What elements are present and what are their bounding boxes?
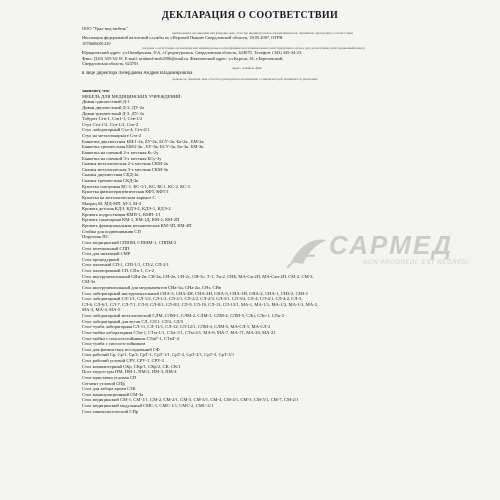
list-item: Диван трехместный Д-3, ДУ-3а — [82, 110, 144, 116]
list-item: Стол-мойка лабораторная СТм-1, СТм-1/1, СТм-1/1, СТм-2/1, МА-6, МА-7, МА-71, МА-20, МА-21 — [82, 329, 276, 335]
list-item: СЛ-6, СЛ-6/1, СЛ-7, СЛ-7/1, СЛ-8, СЛ-8/1, СЛ-8/2, СЛ-9, СЛ-10, СЛ-13, СЛ-13/1, МА-1, МА-1/1, МА-1/2, МА-1/3, МА-2, — [82, 301, 319, 307]
list-item: Скамья трехместная СКД-3к — [82, 178, 139, 183]
list-item: Стол палаторенный СП, СПп-1, Ст-2 — [82, 268, 155, 273]
organization-caption: наименование организации или фамилия, имя, отчество индивидуального предпринимателя, принявших декларацию о соответствии — [172, 31, 353, 36]
list-item: Матрац М, МД-МП, М-3, М-4 — [82, 200, 141, 206]
declares-line: заявляет, что — [82, 88, 110, 93]
list-item: Стол рабочий Ср, Ср/1, Ср/2, СрТ-1, СрТ-1/1, СрТ-2, СрТ-2/1, СрТ-3, СрТ-3/1 — [82, 352, 235, 358]
document-header — [82, 26, 482, 81]
list-item: Стул лабораторный Стл-4, Стл-4/1 — [82, 127, 150, 133]
list-item: Стол-тумба с гипсоотстойником — [82, 341, 146, 347]
list-item: Диван двухместный Д-2, ДУ-2а — [82, 104, 145, 110]
list-item: Стол манипуляционный СМ-3а — [82, 391, 144, 397]
organization-name: ООО "Урал мед-мебель" — [82, 26, 128, 31]
list-item: Стол медицинский модульный СМС-1, СМС-1/1, СМС-2, СМС-2/1 — [82, 403, 214, 408]
list-item: Банкетка двухместная БМ/1-2к, БУ-2к, БСУ-2к, Бп-2к , БМ-2к — [82, 138, 204, 144]
registration-caption: сведения о регистрации организации или индивидуального предпринимателя (наименование регистрирующего органа, дата регистрации, регистрационный номер) — [142, 46, 365, 51]
list-item: Стол лабораторный для весов СЛ, СЛ/1, СЛ/2, СЛ/3 — [82, 318, 184, 324]
list-item: Стол для инъекций СМР — [82, 251, 131, 257]
list-item: Сегмент угловой СПр — [82, 380, 125, 386]
list-item: Кровать функциональная механическая КМ-3П, КМ-4П — [82, 223, 192, 228]
list-item: Банкетка на опенкой 3-х местная БСу-3у — [82, 155, 162, 161]
director-caption: должность, фамилия, имя, отчество руководителя организации, от имени которой принимается декларация — [172, 76, 318, 81]
list-item: Диван одноместный Д-1 — [82, 99, 130, 105]
address-caption: адрес, телефон, факс — [232, 66, 263, 71]
list-item: Кушетка физиотерапевтическая КФТ, КФТ/1 — [82, 189, 169, 195]
list-item: Стойка для подвешивания СП — [82, 228, 141, 234]
list-item: Кровать детская КДЭ, КДЭ-2, КДЭ-1, КДЭ-2 — [82, 206, 171, 212]
list-item: Кровать санитарная КМ-1, КМ-1Д, КМ-2, КМ-2П — [82, 217, 180, 223]
watermark-brand: САРМЕД — [329, 230, 454, 260]
list-item: СМ-3а — [82, 279, 96, 285]
list-item: Пост медсестры ПМ, ПМ-1, ПМ-2, ПМ-3, ПМ-4 — [82, 369, 177, 375]
items-container — [82, 99, 492, 414]
registration-line-1: Инспекция федеральной налоговой службы по г.Верхней Пышме Свердловской области, 18.05.2007, ОГРН — [82, 35, 283, 41]
list-item: Стол медицинский СПШМ, СПШМ-1, СППМ-2 — [82, 239, 177, 245]
list-item: Кушетка на металлическом каркасе С — [82, 194, 156, 200]
list-item: Скамья металлическая 2-х местная СКМ-2к — [82, 161, 169, 167]
list-item: Банкетка трехместная БМ/2-3к , БУ-3к, БСУ-3к, Бп-3к, БМ-3к — [82, 144, 204, 150]
list-item: Стол лабораторный инструментальный СНА-3, СНА-4Н, СНА-4Н, СНА-3, СНА-1Н, СНА-2, СНА-1, СНЗ-2, СНЗ-1 — [82, 290, 309, 296]
document-title: ДЕКЛАРАЦИЯ О СООТВЕТСТВИИ — [161, 10, 339, 21]
list-item: Скамья двухместная СКД-2к — [82, 172, 139, 178]
list-item: Стол гинекологический СПр — [82, 408, 139, 414]
list-item: Стол процедурный — [82, 256, 120, 262]
list-item: Стол инструментальный для медикаментов СНа-1н, СНа-2н, СНз, СНв — [82, 284, 221, 290]
list-item: Поручень ПС — [82, 234, 109, 240]
list-item: Стол-тумба лабораторная СЛ-11, СЛ-11/1, СЛ-12, СЛ-12/1, СЛМ-4, СЛМ-5, МА-СЛ-1, МА-СЛ-2 — [82, 324, 271, 330]
list-item: Стол-приставка угловая СП — [82, 374, 137, 380]
list-item: Стул на металлокаркасе Стл-2 — [82, 133, 142, 138]
list-item: Стол для забора крови СЗК — [82, 386, 136, 392]
list-item: Стол компьютерный СКр, СКр/1, СКр/2, СК, СК/1 — [82, 363, 181, 369]
list-item: Стол пеленальный СПП — [82, 245, 130, 251]
category-heading: МЕБЕЛЬ ДЛЯ МЕДИЦИНСКИХ УЧРЕЖДЕНИЙ: — [82, 93, 182, 99]
list-item: Табурет Ств-1, Ств1-1, Ств-1/2 — [82, 116, 143, 122]
list-item: Стол для физических исследований СФ — [82, 346, 160, 352]
list-item: Стол-мойка с гипсоотстойником СТмГ-1, СТмГ-2 — [82, 335, 180, 341]
list-item: Стол лабораторный СЛ-1/1, СЛ-1/2, СЛ-1/2, СЛ-2/1, СЛ-2/2, СЛ-2/3, СЛ-3/1, СЛ-3/2, СЛ-4, СЛ-4/1, СЛ-4/2, СЛ-5, — [82, 296, 303, 302]
list-item: Стол лабораторный металлический СЛМ, СЛМ-1, СЛМ-2, СЛМ-3, СЛМ-4, СЛМ-5, СЛп, СЛп-1, СЛп-2 — [82, 313, 285, 318]
list-item: Скамья металлическая 3-х местная СКМ-3к — [82, 166, 169, 172]
list-item: МА-3, МА-4, МА-5 — [82, 307, 121, 313]
address-line-3: Свердловская область, 623701 — [82, 61, 139, 67]
list-item: Стул Стп-1/2, Стп-1/2, Стп-2 — [82, 121, 139, 127]
list-item: Кровать подростковая КМП-1, КМП-1/1 — [82, 211, 161, 217]
list-item: Стол рабочий угловой СРУ, СРУ-1, СРУ-2 — [82, 358, 165, 363]
list-item: Стол инструментальный СИн-2в, СИ-2в, СН-2в, СН-2с, СН-3с, Т-1, Тн-2, СНБ, МА-Сн-2П, МА-Сан-2П, СМ-2, СМ-3, — [82, 273, 314, 279]
product-list — [82, 88, 492, 414]
address-line-1: Юридический адрес: ул.Октябрьская, 8-А, г.Среднеуральск, Свердловская область, 624070. Телефон: (343) 345-34-23. — [82, 50, 303, 56]
registration-line-2: 1076606001229 — [82, 40, 111, 46]
list-item: Кушетка смотровая КС-1, КС-1/1, КС, КС1, КС-2, КС-3 — [82, 183, 190, 189]
list-item: Стол медицинский СМ-1, СМ-1/1, СМ-2, СМ-2/1, СМ-3, СМ-3/1, СМ-4, СМ-4/1, СМ-5, СМ-5/1, СМ-7, СМ-2/1 — [82, 397, 299, 403]
list-item: Стол палатный СП-1, СПI-1/1, СП-2, СП-2/1 — [82, 262, 169, 268]
director-line: в лице директора Лечерданна Андрея Владимировича — [82, 71, 193, 77]
watermark-motto: NON PROGREDI, EST REGREDI — [363, 260, 470, 266]
list-item: Банкетка на опенкой 2-х местная Бс-2у — [82, 149, 159, 155]
address-line-2: Факс: (343) 345-34-18. E-mail: uralmed-meb2006@mail.ru. Фактический адрес: ул.Король, 61, г.Березовский, — [82, 55, 284, 61]
